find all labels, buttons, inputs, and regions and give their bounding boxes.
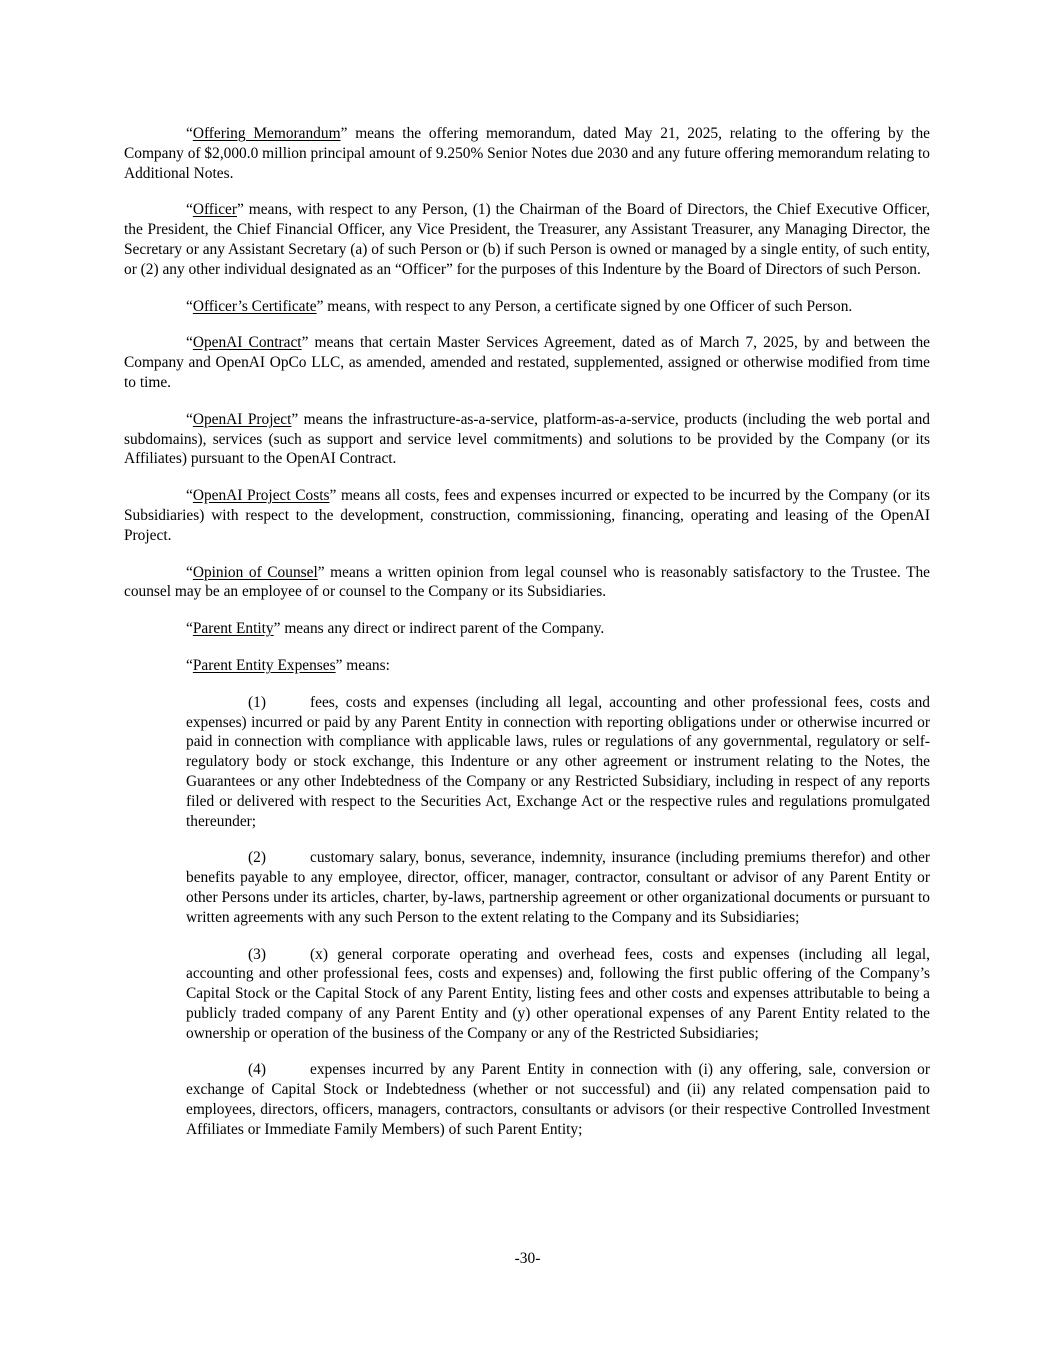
definition-text: ” means the infrastructure-as-a-service, platform-as-a-service, products (including the web portal and subdomains), services (such as support and service level commitments) and solutions to be provided by the Company (or its Affiliates) pursuant to the OpenAI Contract. (124, 410, 930, 468)
definition-opinion-of-counsel (124, 563, 930, 603)
defined-term: OpenAI Project (192, 410, 292, 428)
item-text: expenses incurred by any Parent Entity in connection with (i) any offering, sale, conversion or exchange of Capital Stock or Indebtedness (whether or not successful) and (ii) any related compensation paid to employees, directors, officers, managers, contractors, consultants or advisors (or their respective Controlled Investment Affiliates or Immediate Family Members) of such Parent Entity; (186, 1061, 930, 1138)
definition-officer (124, 200, 930, 279)
list-item (186, 945, 930, 1044)
open-quote: “ (186, 656, 193, 674)
definition-text: ” means any direct or indirect parent of the Company. (273, 620, 605, 638)
definition-openai-contract (124, 333, 930, 392)
list-item (186, 693, 930, 832)
defined-term: Offering Memorandum (192, 125, 341, 142)
definition-offering-memorandum (124, 124, 930, 183)
open-quote: “ (186, 487, 193, 505)
defined-term: Parent Entity (192, 620, 274, 638)
definition-text: ” means, with respect to any Person, (1) the Chairman of the Board of Directors, the Chief Executive Officer, the President, the Chief Financial Officer, any Vice President, the Treasurer, any Assistant Treasurer, any Managing Director, the Secretary or any Assistant Secretary (a) of such Person or (b) if such Person is owned or managed by a single entity, of such entity, or (2) any other individual designated as an “Officer” for the purposes of this Indenture by the Board of Directors of such Person. (124, 201, 930, 278)
list-item (186, 848, 930, 927)
item-text: customary salary, bonus, severance, indemnity, insurance (including premiums therefor) and other benefits payable to any employee, director, officer, manager, contractor, consultant or advisor of any Parent Entity or other Persons under its articles, charter, by-laws, partnership agreement or other organizational documents or pursuant to written agreements with any such Person to the extent relating to the Company and its Subsidiaries; (186, 849, 930, 926)
definition-officers-certificate (124, 297, 930, 317)
defined-term: Officer’s Certificate (192, 297, 317, 315)
open-quote: “ (186, 201, 193, 219)
definition-parent-entity-expenses (124, 656, 930, 676)
item-number: (3) (248, 945, 266, 963)
defined-term: OpenAI Project Costs (192, 487, 330, 505)
item-text: (x) general corporate operating and overhead fees, costs and expenses (including all legal, accounting and other professional fees, costs and expenses) and, following the first public offering of the Company’s Capital Stock or the Capital Stock of any Parent Entity, listing fees and other costs and expenses attributable to being a publicly traded company of any Parent Entity and (y) other operational expenses of any Parent Entity related to the ownership or operation of the business of the Company or any of the Restricted Subsidiaries; (186, 945, 930, 1042)
definition-text: ” means a written opinion from legal counsel who is reasonably satisfactory to the Trustee. The counsel may be an employee of or counsel to the Company or its Subsidiaries. (124, 563, 930, 601)
open-quote: “ (186, 125, 193, 142)
page-number: -30- (514, 1250, 541, 1267)
defined-term: OpenAI Contract (192, 334, 302, 352)
item-number: (2) (248, 849, 266, 867)
open-quote: “ (186, 620, 193, 638)
item-text: fees, costs and expenses (including all legal, accounting and other professional fees, costs and expenses) incurred or paid by any Parent Entity in connection with reporting obligations under or otherwise incurred or paid in connection with compliance with applicable laws, rules or regulations of any governmental, regulatory or self-regulatory body or stock exchange, this Indenture or any other agreement or instrument relating to the Notes, the Guarantees or any other Indebtedness of the Company or any Restricted Subsidiary, including in respect of any reports filed or delivered with respect to the Securities Act, Exchange Act or the respective rules and regulations promulgated thereunder; (186, 693, 930, 830)
definition-text: ” means, with respect to any Person, a certificate signed by one Officer of such Person. (316, 297, 853, 315)
definition-text: ” means: (335, 656, 390, 674)
item-number: (1) (248, 693, 266, 711)
open-quote: “ (186, 297, 193, 315)
document-body (124, 124, 930, 1157)
open-quote: “ (186, 563, 193, 581)
list-item (186, 1060, 930, 1139)
defined-term: Parent Entity Expenses (192, 656, 336, 674)
defined-term: Opinion of Counsel (192, 563, 318, 581)
definition-text: ” means that certain Master Services Agreement, dated as of March 7, 2025, by and between the Company and OpenAI OpCo LLC, as amended, amended and restated, supplemented, assigned or otherwise modified from time to time. (124, 334, 931, 391)
open-quote: “ (186, 410, 193, 428)
definition-parent-entity (124, 619, 930, 639)
definition-openai-project-costs (124, 486, 930, 545)
item-number: (4) (248, 1061, 266, 1079)
definition-openai-project (124, 410, 930, 469)
defined-term: Officer (192, 201, 237, 219)
open-quote: “ (186, 334, 193, 352)
definition-text: ” means all costs, fees and expenses incurred or expected to be incurred by the Company (or its Subsidiaries) with respect to the development, construction, commissioning, financing, operating and leasing of the OpenAI Project. (124, 487, 930, 544)
definition-text: ” means the offering memorandum, dated May 21, 2025, relating to the offering by the Company of $2,000.0 million principal amount of 9.250% Senior Notes due 2030 and any future offering memorandum relating to Additional Notes. (124, 125, 930, 182)
